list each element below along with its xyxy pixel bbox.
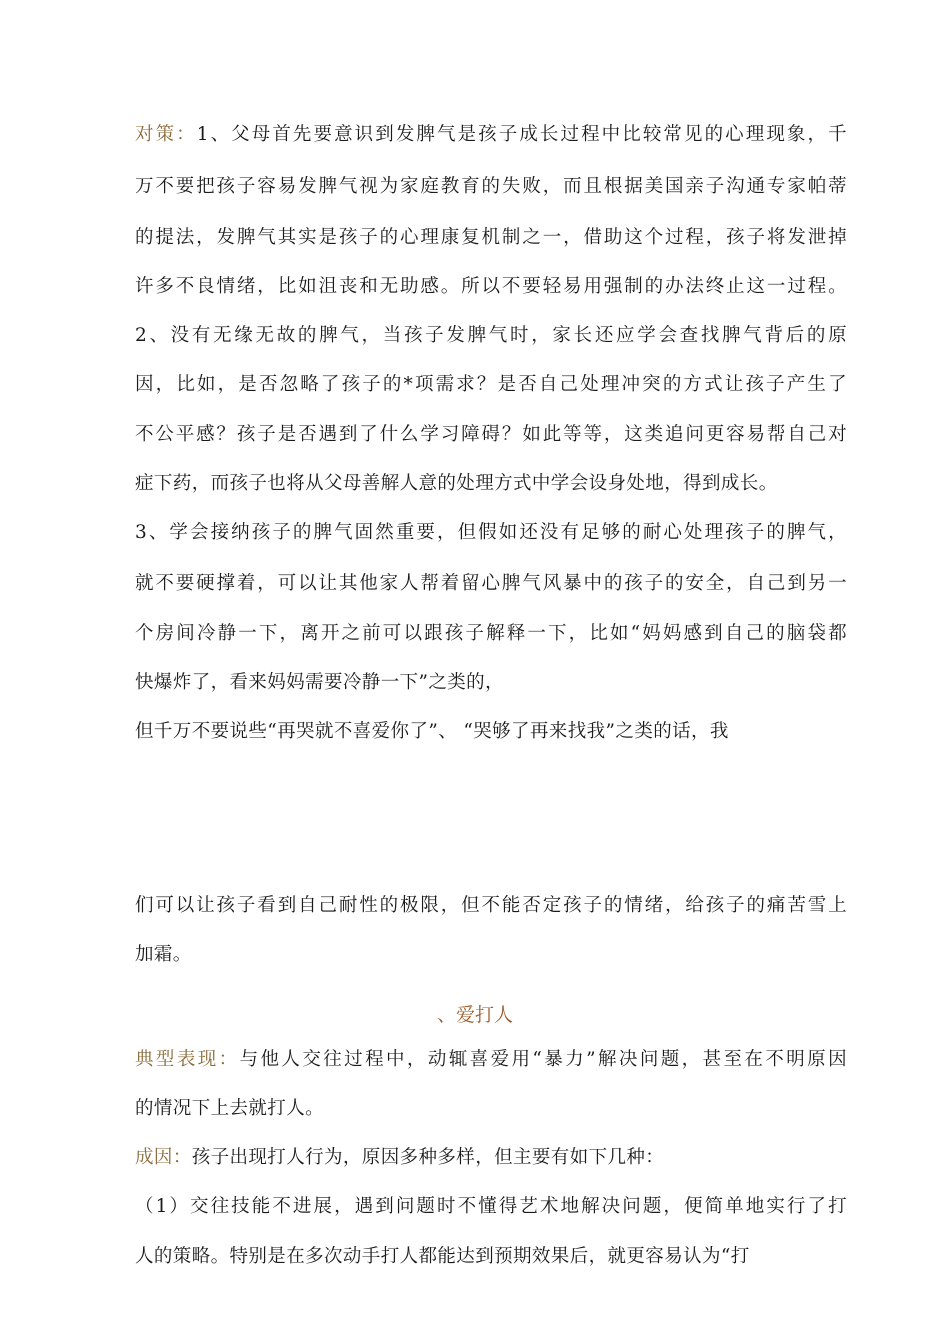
cause-label: 成因：	[135, 1147, 192, 1168]
section-heading: 、爱打人	[436, 1004, 513, 1026]
strategy-line-15: 加霜。	[135, 944, 192, 965]
strategy-line-6: 因，比如，是否忽略了孩子的*项需求？是否自己处理冲突的方式让孩子产生了	[135, 374, 847, 395]
strategy-line-2: 万不要把孩子容易发脾气视为家庭教育的失败，而且根据美国亲子沟通专家帕蒂	[135, 176, 847, 197]
typical-line-1-text: 与他人交往过程中，动辄喜爱用“暴力”解决问题，甚至在不明原因	[239, 1049, 847, 1070]
strategy-line-11: 个房间冷静一下，离开之前可以跟孩子解释一下，比如“妈妈感到自己的脑袋都	[135, 623, 847, 644]
cause-line-1-text: 孩子出现打人行为，原因多种多样，但主要有如下几种：	[191, 1147, 665, 1168]
cause-line-3: 人的策略。特别是在多次动手打人都能达到预期效果后，就更容易认为“打	[135, 1246, 750, 1267]
strategy-line-5: 2、没有无缘无故的脾气，当孩子发脾气时，家长还应学会查找脾气背后的原	[135, 325, 847, 346]
strategy-line-13: 但千万不要说些“再哭就不喜爱你了”、 “哭够了再来找我”之类的话，我	[135, 721, 729, 742]
strategy-line-1	[135, 120, 847, 150]
typical-line-1	[135, 1045, 847, 1075]
typical-line-2: 的情况下上去就打人。	[135, 1098, 325, 1119]
strategy-line-10: 就不要硬撑着，可以让其他家人帮着留心脾气风暴中的孩子的安全，自己到另一	[135, 573, 847, 594]
strategy-label: 对策：	[135, 124, 197, 145]
strategy-line-9: 3、学会接纳孩子的脾气固然重要，但假如还没有足够的耐心处理孩子的脾气，	[135, 522, 847, 543]
cause-line-1	[135, 1143, 847, 1173]
typical-label: 典型表现：	[135, 1049, 240, 1070]
strategy-line-4: 许多不良情绪，比如沮丧和无助感。所以不要轻易用强制的办法终止这一过程。	[135, 276, 847, 297]
strategy-line-7: 不公平感？孩子是否遇到了什么学习障碍？如此等等，这类追问更容易帮自己对	[135, 424, 847, 445]
strategy-line-12: 快爆炸了，看来妈妈需要冷静一下”之类的，	[135, 672, 504, 693]
strategy-line-3: 的提法，发脾气其实是孩子的心理康复机制之一，借助这个过程，孩子将发泄掉	[135, 227, 847, 248]
strategy-line-8: 症下药，而孩子也将从父母善解人意的处理方式中学会设身处地，得到成长。	[135, 473, 778, 494]
strategy-line-1-text: 1、父母首先要意识到发脾气是孩子成长过程中比较常见的心理现象，千	[196, 124, 847, 145]
strategy-line-14: 们可以让孩子看到自己耐性的极限，但不能否定孩子的情绪，给孩子的痛苦雪上	[135, 895, 847, 916]
cause-line-2: （1）交往技能不进展，遇到问题时不懂得艺术地解决问题，便简单地实行了打	[135, 1196, 847, 1217]
